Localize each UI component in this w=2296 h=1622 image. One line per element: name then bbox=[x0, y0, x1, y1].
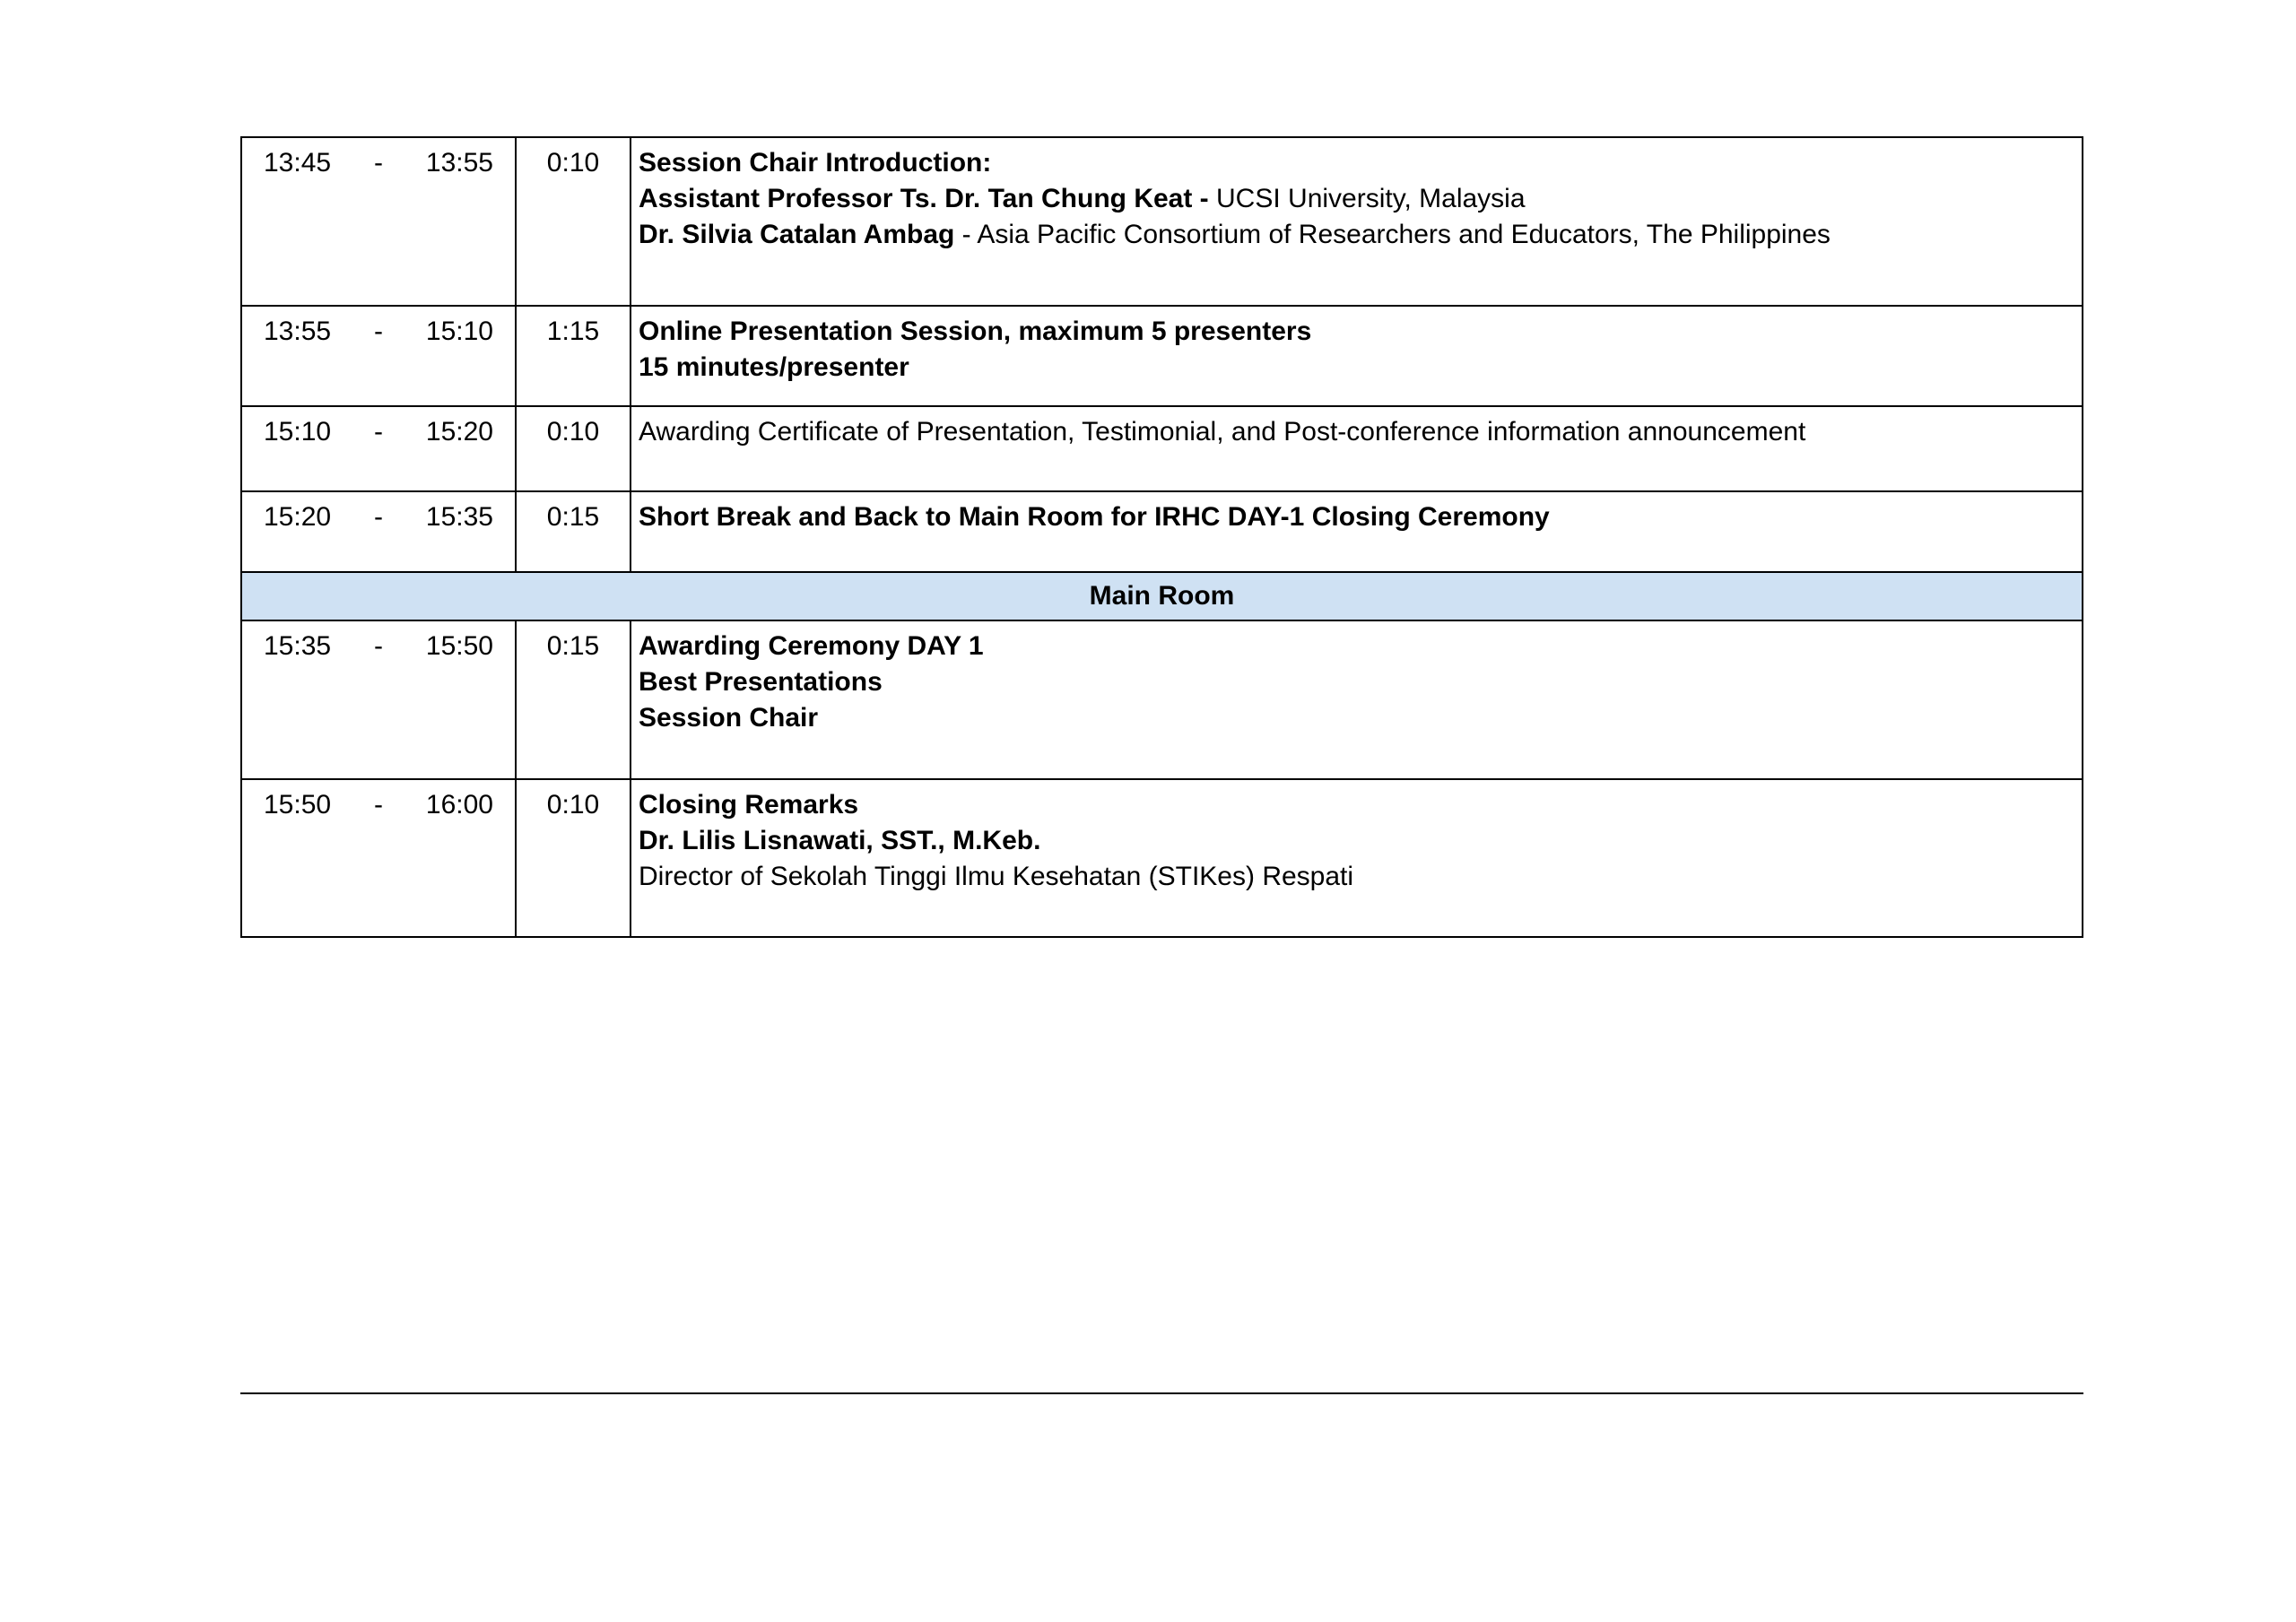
description-line bbox=[639, 787, 2076, 823]
description-line bbox=[639, 664, 2076, 700]
description-bold: Short Break and Back to Main Room for IRHC DAY-1 Closing Ceremony bbox=[639, 502, 1550, 532]
description-bold: Dr. Silvia Catalan Ambag bbox=[639, 220, 955, 249]
table-row bbox=[241, 306, 2083, 406]
table-row bbox=[241, 406, 2083, 491]
duration-cell: 0:15 bbox=[516, 491, 631, 572]
duration-cell: 0:10 bbox=[516, 137, 631, 306]
duration-cell: 1:15 bbox=[516, 306, 631, 406]
end-time: 15:50 bbox=[425, 631, 493, 661]
description-bold: Session Chair Introduction: bbox=[639, 148, 992, 178]
description-cell bbox=[631, 137, 2083, 306]
description-line bbox=[639, 859, 2076, 895]
time-separator: - bbox=[374, 502, 383, 532]
duration-cell: 0:15 bbox=[516, 620, 631, 779]
table-row bbox=[241, 779, 2083, 937]
description-bold: Online Presentation Session, maximum 5 presenters bbox=[639, 317, 1312, 346]
end-time: 13:55 bbox=[425, 148, 493, 178]
start-time: 15:10 bbox=[264, 417, 332, 447]
section-header-row bbox=[241, 572, 2083, 620]
description-line bbox=[639, 414, 2076, 450]
description-line bbox=[639, 499, 2076, 535]
end-time: 15:10 bbox=[425, 317, 493, 346]
description-line bbox=[639, 823, 2076, 859]
table-row bbox=[241, 491, 2083, 572]
table-row bbox=[241, 620, 2083, 779]
start-time: 15:35 bbox=[264, 631, 332, 661]
description-cell bbox=[631, 406, 2083, 491]
schedule-table bbox=[240, 136, 2083, 938]
section-title: Main Room bbox=[241, 572, 2083, 620]
time-cell bbox=[241, 491, 516, 572]
description-bold: Assistant Professor Ts. Dr. Tan Chung Keat - bbox=[639, 184, 1217, 213]
description-line bbox=[639, 350, 2076, 386]
time-separator: - bbox=[374, 417, 383, 447]
description-line bbox=[639, 145, 2076, 181]
time-separator: - bbox=[374, 148, 383, 178]
duration-cell: 0:10 bbox=[516, 779, 631, 937]
time-separator: - bbox=[374, 631, 383, 661]
time-cell bbox=[241, 620, 516, 779]
table-row bbox=[241, 137, 2083, 306]
time-cell bbox=[241, 306, 516, 406]
start-time: 15:50 bbox=[264, 790, 332, 820]
description-line bbox=[639, 629, 2076, 664]
description-line bbox=[639, 314, 2076, 350]
description-text: UCSI University, Malaysia bbox=[1216, 184, 1526, 213]
description-cell bbox=[631, 306, 2083, 406]
end-time: 15:35 bbox=[425, 502, 493, 532]
time-cell bbox=[241, 137, 516, 306]
time-cell bbox=[241, 406, 516, 491]
description-cell bbox=[631, 491, 2083, 572]
footer-divider bbox=[240, 1392, 2083, 1394]
description-bold: Session Chair bbox=[639, 703, 819, 733]
description-line bbox=[639, 700, 2076, 736]
description-bold: Dr. Lilis Lisnawati, SST., M.Keb. bbox=[639, 826, 1041, 855]
start-time: 13:55 bbox=[264, 317, 332, 346]
description-text: Director of Sekolah Tinggi Ilmu Kesehatan (STIKes) Respati bbox=[639, 862, 1354, 891]
start-time: 15:20 bbox=[264, 502, 332, 532]
end-time: 16:00 bbox=[425, 790, 493, 820]
description-text: Awarding Certificate of Presentation, Testimonial, and Post-conference information announcement bbox=[639, 417, 1806, 447]
description-cell bbox=[631, 779, 2083, 937]
time-separator: - bbox=[374, 317, 383, 346]
description-bold: 15 minutes/presenter bbox=[639, 352, 909, 382]
time-separator: - bbox=[374, 790, 383, 820]
description-line bbox=[639, 217, 2076, 253]
duration-cell: 0:10 bbox=[516, 406, 631, 491]
end-time: 15:20 bbox=[425, 417, 493, 447]
description-bold: Closing Remarks bbox=[639, 790, 859, 820]
description-bold: Best Presentations bbox=[639, 667, 883, 697]
start-time: 13:45 bbox=[264, 148, 332, 178]
time-cell bbox=[241, 779, 516, 937]
description-bold: Awarding Ceremony DAY 1 bbox=[639, 631, 984, 661]
description-text: - Asia Pacific Consortium of Researchers and Educators, The Philippines bbox=[954, 220, 1831, 249]
description-line bbox=[639, 181, 2076, 217]
description-cell bbox=[631, 620, 2083, 779]
